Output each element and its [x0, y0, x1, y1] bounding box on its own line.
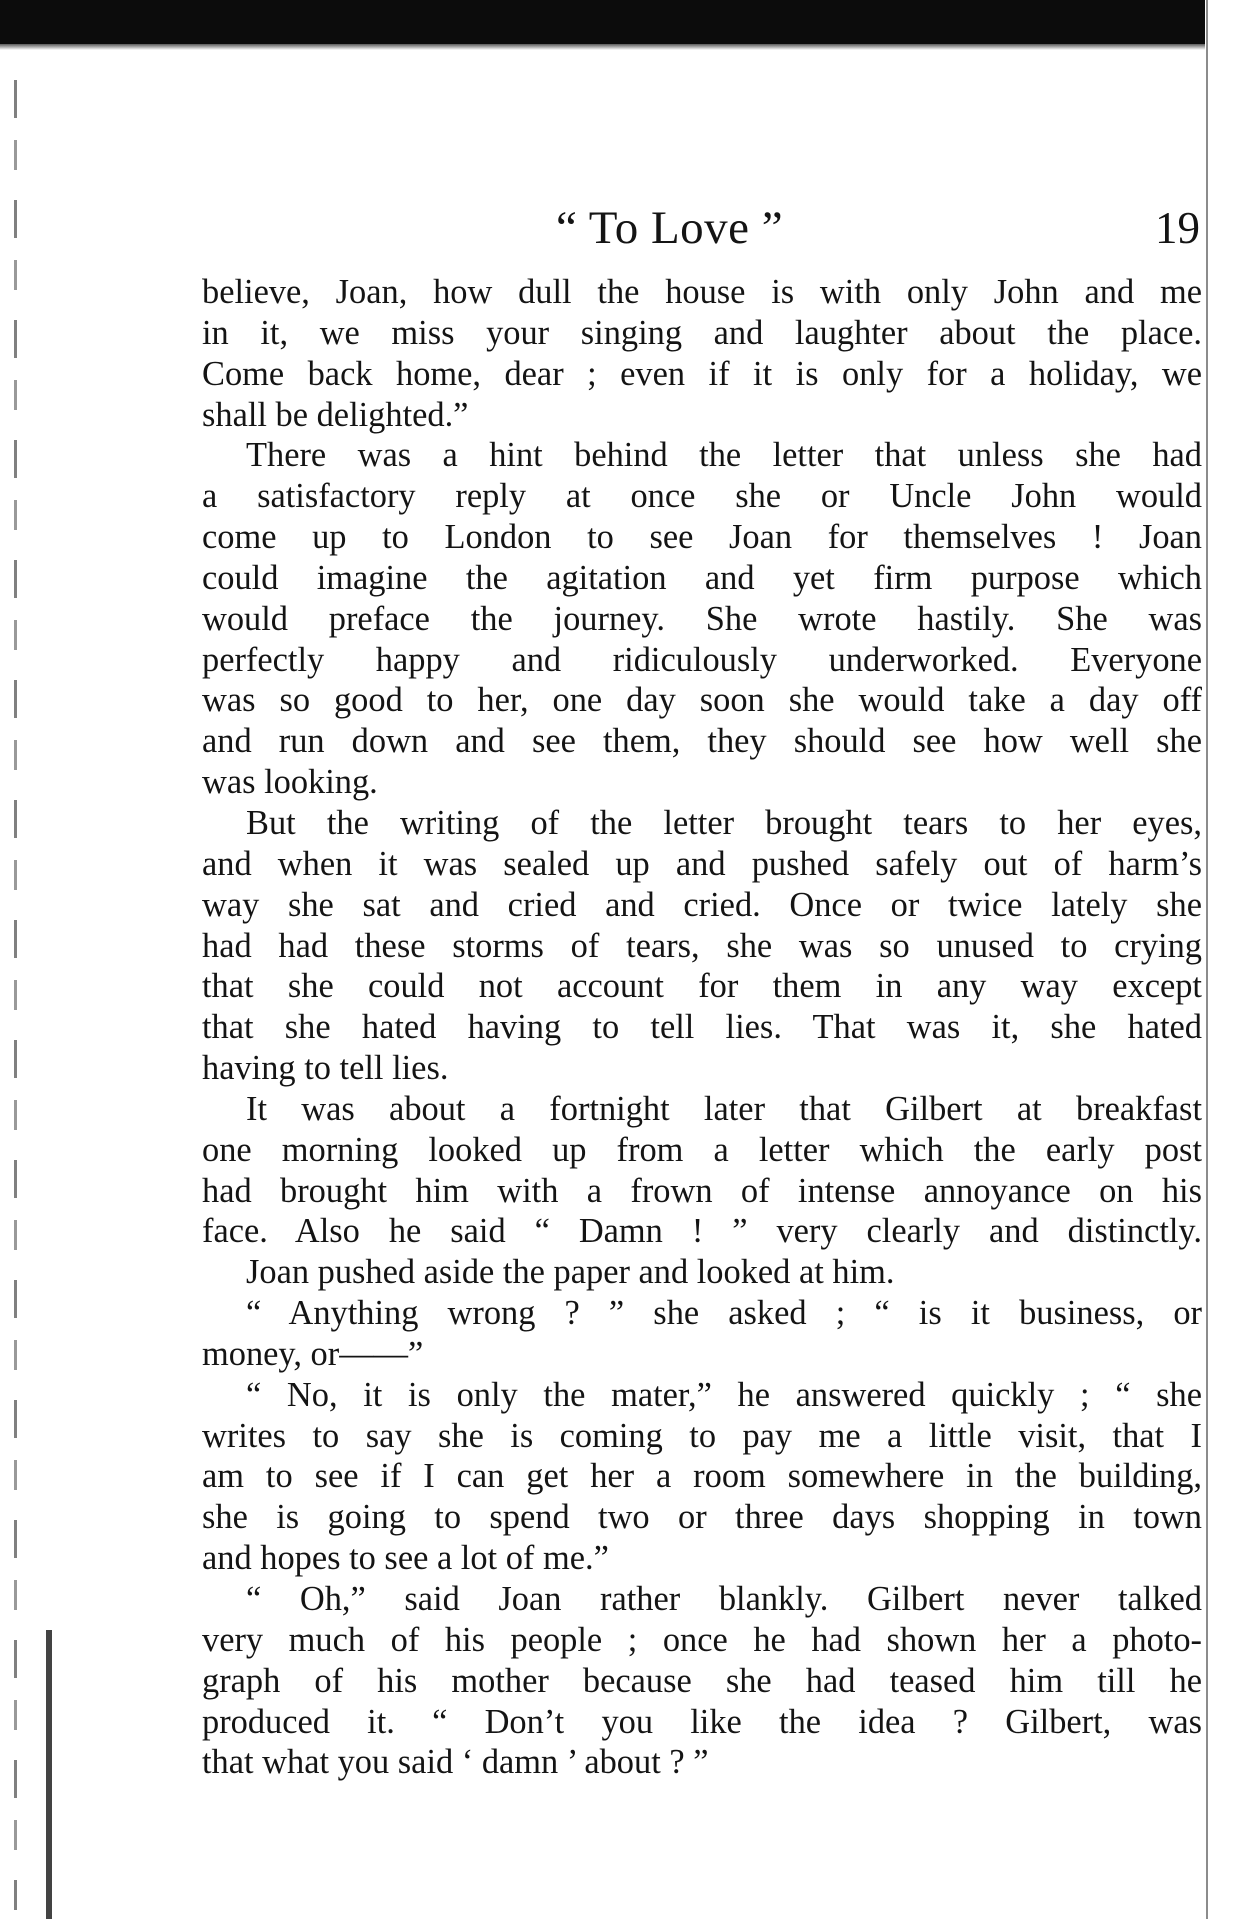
text-line: would preface the journey. She wrote hastily. She was	[202, 599, 1202, 638]
running-head	[200, 196, 1200, 260]
text-line: believe, Joan, how dull the house is with only John and me	[202, 273, 1202, 311]
scan-binding-edge	[14, 80, 17, 1910]
text-line: graph of his mother because she had teased him till he	[202, 1661, 1202, 1700]
text-line: perfectly happy and ridiculously underworked. Everyone	[202, 640, 1202, 679]
text-line: one morning looked up from a letter which the early post	[202, 1130, 1202, 1169]
text-line: “ Anything wrong ? ” she asked ; “ is it business, or	[246, 1294, 1202, 1333]
scan-top-border	[0, 0, 1205, 44]
page-number: 19	[1155, 203, 1200, 253]
text-line: produced it. “ Don’t you like the idea ? Gilbert, was	[202, 1702, 1202, 1741]
text-line: very much of his people ; once he had shown her a photo-	[202, 1620, 1202, 1659]
running-title: “ To Love ”	[556, 202, 784, 254]
text-line: “ Oh,” said Joan rather blankly. Gilbert never talked	[246, 1580, 1202, 1618]
text-line: and when it was sealed up and pushed safely out of harm’s	[202, 844, 1202, 883]
text-line: shall be delighted.”	[202, 395, 469, 434]
text-line: But the writing of the letter brought tears to her eyes,	[246, 803, 1202, 842]
text-line: Joan pushed aside the paper and looked at him.	[246, 1253, 895, 1292]
text-line: had brought him with a frown of intense annoyance on his	[202, 1171, 1202, 1210]
text-line: writes to say she is coming to pay me a little visit, that I	[202, 1416, 1202, 1455]
text-line: am to see if I can get her a room somewhere in the building,	[202, 1457, 1202, 1496]
text-line: come up to London to see Joan for themselves ! Joan	[202, 518, 1202, 557]
text-line: having to tell lies.	[202, 1049, 449, 1088]
text-line: a satisfactory reply at once she or Uncle John would	[202, 477, 1202, 516]
text-line: she is going to spend two or three days shopping in town	[202, 1498, 1202, 1537]
text-line: “ No, it is only the mater,” he answered quickly ; “ she	[246, 1375, 1202, 1414]
body-text	[202, 272, 1202, 1783]
text-line: Come back home, dear ; even if it is only for a holiday, we	[202, 354, 1202, 393]
text-line: that what you said ‘ damn ’ about ? ”	[202, 1743, 709, 1782]
scan-binding-shadow	[46, 1630, 52, 1919]
text-line: was so good to her, one day soon she would take a day off	[202, 681, 1202, 720]
text-line: could imagine the agitation and yet firm purpose which	[202, 558, 1202, 597]
text-line: and run down and see them, they should see how well she	[202, 722, 1202, 761]
text-line: and hopes to see a lot of me.”	[202, 1539, 609, 1578]
text-line: that she could not account for them in any way except	[202, 967, 1202, 1006]
scan-top-border-fade	[0, 44, 1205, 50]
text-line: There was a hint behind the letter that unless she had	[246, 436, 1202, 475]
text-line: money, or——”	[202, 1334, 424, 1373]
text-line: way she sat and cried and cried. Once or twice lately she	[202, 885, 1202, 924]
text-line: in it, we miss your singing and laughter about the place.	[202, 313, 1202, 352]
text-line: face. Also he said “ Damn ! ” very clearly and distinctly.	[202, 1212, 1202, 1251]
text-line: It was about a fortnight later that Gilbert at breakfast	[246, 1089, 1202, 1128]
text-line: that she hated having to tell lies. That was it, she hated	[202, 1008, 1202, 1047]
scan-right-edge	[1206, 0, 1208, 1919]
text-line: had had these storms of tears, she was so unused to crying	[202, 926, 1202, 965]
text-line: was looking.	[202, 763, 378, 802]
